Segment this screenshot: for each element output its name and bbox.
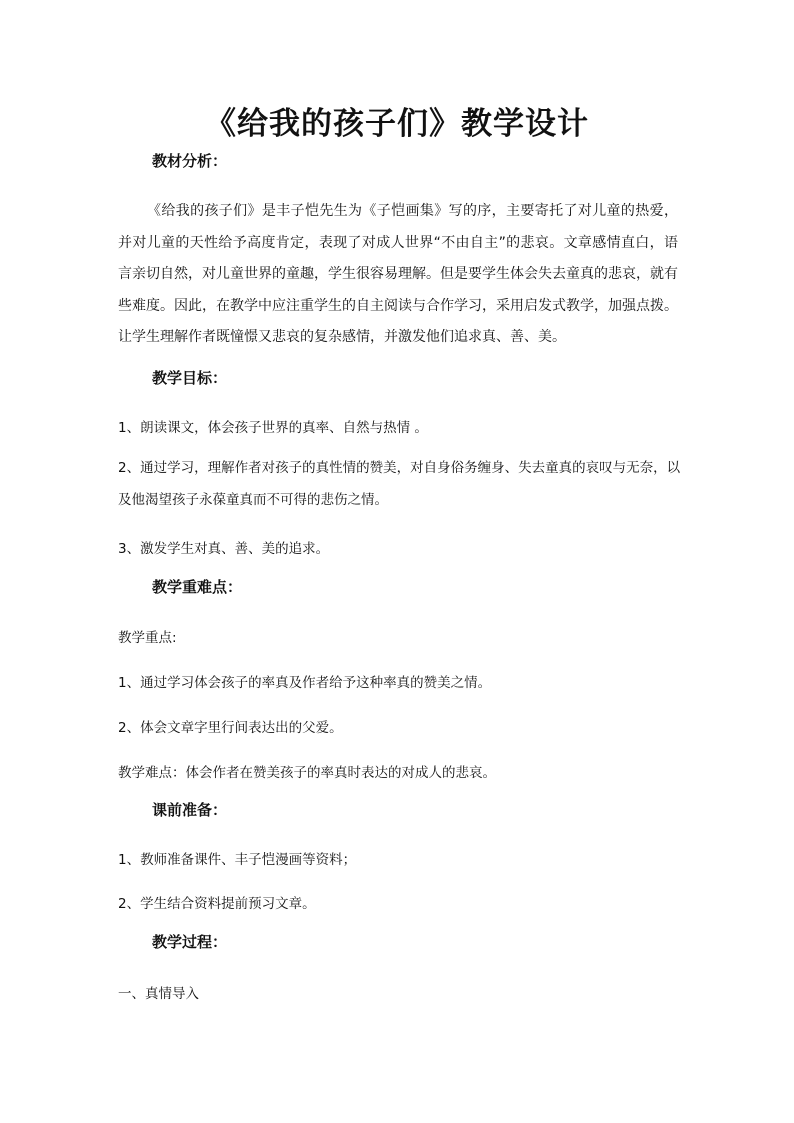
heading-analysis: 教材分析：	[152, 152, 228, 170]
focus-item-2: 2、体会文章字里行间表达出的父爱。	[118, 720, 343, 736]
prep-item-2: 2、学生结合资料提前预习文章。	[118, 896, 316, 912]
analysis-paragraph: 《给我的孩子们》是丰子恺先生为《子恺画集》写的序，主要寄托了对儿童的热爱，并对儿童的天性给予高度肯定，表现了对成人世界“不由自主”的悲哀。文章感情直白，语言亲切自然，对儿童世界的童趣，学生很容易理解。但是要学生体会失去童真的悲哀，就有些难度。因此，在教学中应注重学生的自主阅读与合作学习，采用启发式教学，加强点拨。让学生理解作者既憧憬又悲哀的复杂感情，并激发他们追求真、善、美。	[118, 203, 678, 345]
goal-item-3: 3、激发学生对真、善、美的追求。	[118, 541, 330, 557]
prep-item-1: 1、教师准备课件、丰子恺漫画等资料；	[118, 852, 357, 868]
heading-key-points: 教学重难点：	[152, 578, 243, 596]
process-item-1: 一、真情导入	[118, 986, 199, 1002]
heading-goals: 教学目标：	[152, 369, 228, 387]
document-title: 《给我的孩子们》教学设计	[205, 106, 589, 142]
heading-process: 教学过程：	[152, 933, 228, 951]
focus-item-1: 1、通过学习体会孩子的率真及作者给予这种率真的赞美之情。	[118, 675, 492, 691]
goal-item-1: 1、朗读课文，体会孩子世界的真率、自然与热情 。	[118, 420, 428, 436]
goal-item-2: 2、通过学习，理解作者对孩子的真性情的赞美，对自身俗务缠身、失去童真的哀叹与无奈，以及他渴望孩子永葆童真而不可得的悲伤之情。	[118, 460, 681, 508]
heading-preparation: 课前准备：	[152, 801, 228, 819]
focus-label: 教学重点:	[118, 630, 177, 646]
difficulty-line: 教学难点：体会作者在赞美孩子的率真时表达的对成人的悲哀。	[118, 765, 496, 781]
